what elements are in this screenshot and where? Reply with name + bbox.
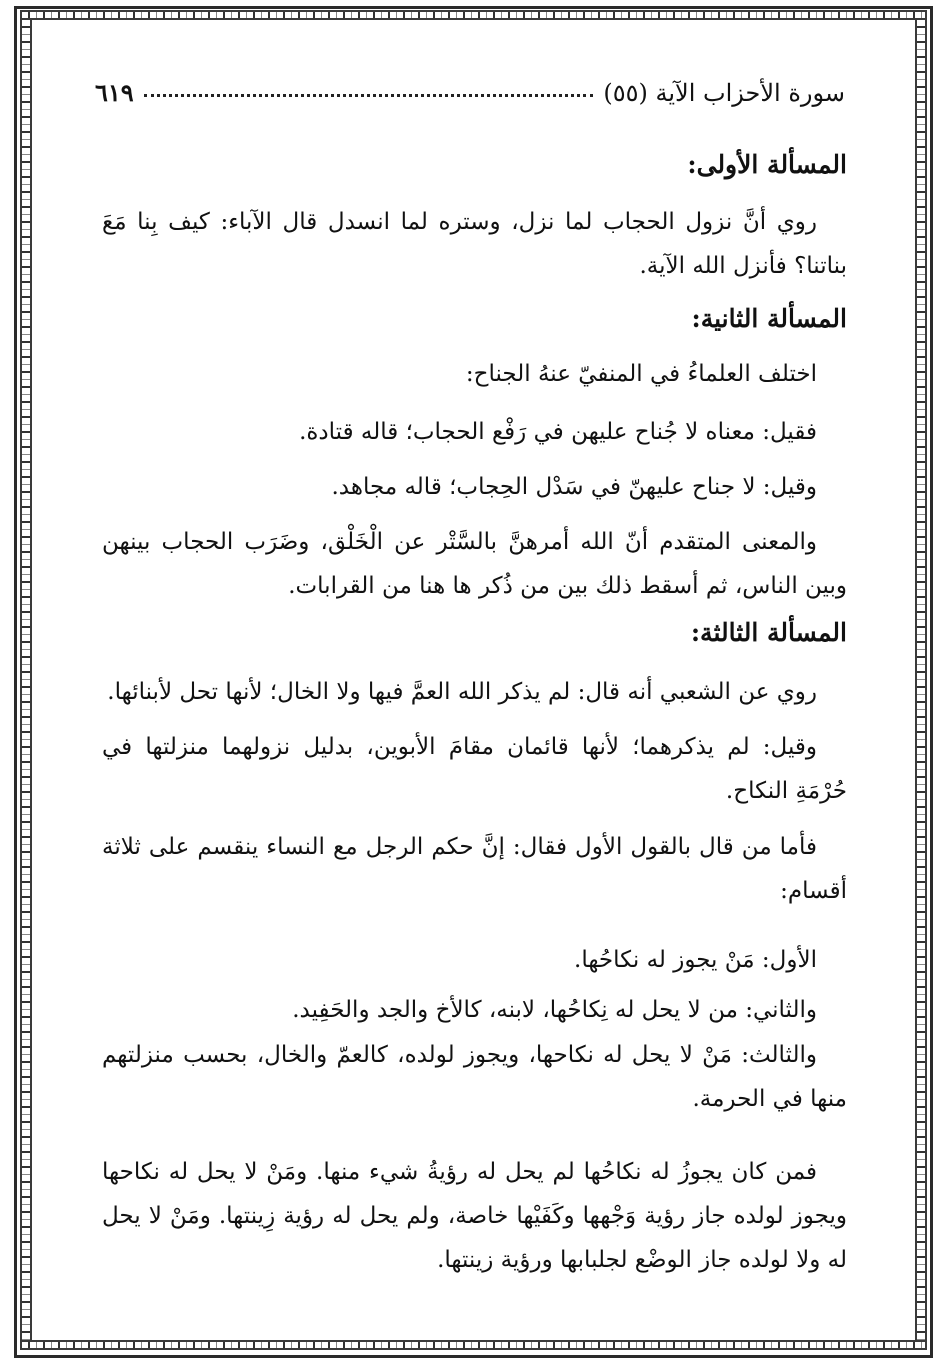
ornament-border-left — [20, 18, 32, 1342]
paragraph: روي عن الشعبي أنه قال: لم يذكر الله العمَّ فيها ولا الخال؛ لأنها تحل لأبنائها. — [107, 679, 817, 705]
paragraph: وقيل: لا جناح عليهنّ في سَدْل الحِجاب؛ قاله مجاهد. — [331, 474, 817, 500]
section-heading-3: المسألة الثالثة: — [690, 618, 847, 647]
section-heading-1: المسألة الأولى: — [687, 150, 847, 179]
paragraph: فمن كان يجوزُ له نكاحُها لم يحل له رؤيةُ شيء منها. ومَنْ لا يحل له نكاحها ويجوز لولده جاز رؤية وَجْهها وكَفَيْها خاصة، ولم يحل له رؤية زِينتها. ومَنْ لا يحل له ولا لولده جاز الوضْع لجلبابها ورؤية زينتها. — [102, 1159, 847, 1273]
list-item: والثالث: مَنْ لا يحل له نكاحها، ويجوز لولده، كالعمّ والخال، بحسب منزلتهم منها في الحرمة. — [102, 1042, 847, 1112]
ornament-border-bottom — [20, 1340, 927, 1350]
ornament-border-top — [20, 10, 927, 20]
ornament-border-right — [915, 18, 927, 1342]
paragraph: اختلف العلماءُ في المنفيّ عنهُ الجناح: — [465, 361, 817, 387]
header-dot-leader — [144, 94, 594, 97]
header-title: سورة الأحزاب الآية (٥٥) — [603, 79, 845, 107]
paragraph: روي أنَّ نزول الحجاب لما نزل، وستره لما انسدل قال الآباء: كيف بِنا مَعَ بناتنا؟ فأنزل الله الآية. — [102, 209, 847, 279]
paragraph: فأما من قال بالقول الأول فقال: إنَّ حكم الرجل مع النساء ينقسم على ثلاثة أقسام: — [102, 834, 847, 904]
paragraph: وقيل: لم يذكرهما؛ لأنها قائمان مقامَ الأبوين، بدليل نزولهما منزلتها في حُرْمَةِ النكاح. — [102, 734, 847, 804]
section-heading-2: المسألة الثانية: — [691, 304, 847, 333]
list-item: الأول: مَنْ يجوز له نكاحُها. — [574, 947, 817, 973]
running-header — [95, 78, 845, 108]
paragraph: والمعنى المتقدم أنّ الله أمرهنَّ بالسَّتْر عن الْخَلْق، وضَرَب الحجاب بينهن وبين الناس، ثم أسقط ذلك بين من ذُكر ها هنا من القرابات. — [102, 529, 847, 599]
paragraph: فقيل: معناه لا جُناح عليهن في رَفْع الحجاب؛ قاله قتادة. — [299, 419, 817, 445]
page-number: ٦١٩ — [95, 78, 134, 107]
list-item: والثاني: من لا يحل له نِكاحُها، لابنه، كالأخ والجد والحَفِيد. — [292, 997, 817, 1023]
